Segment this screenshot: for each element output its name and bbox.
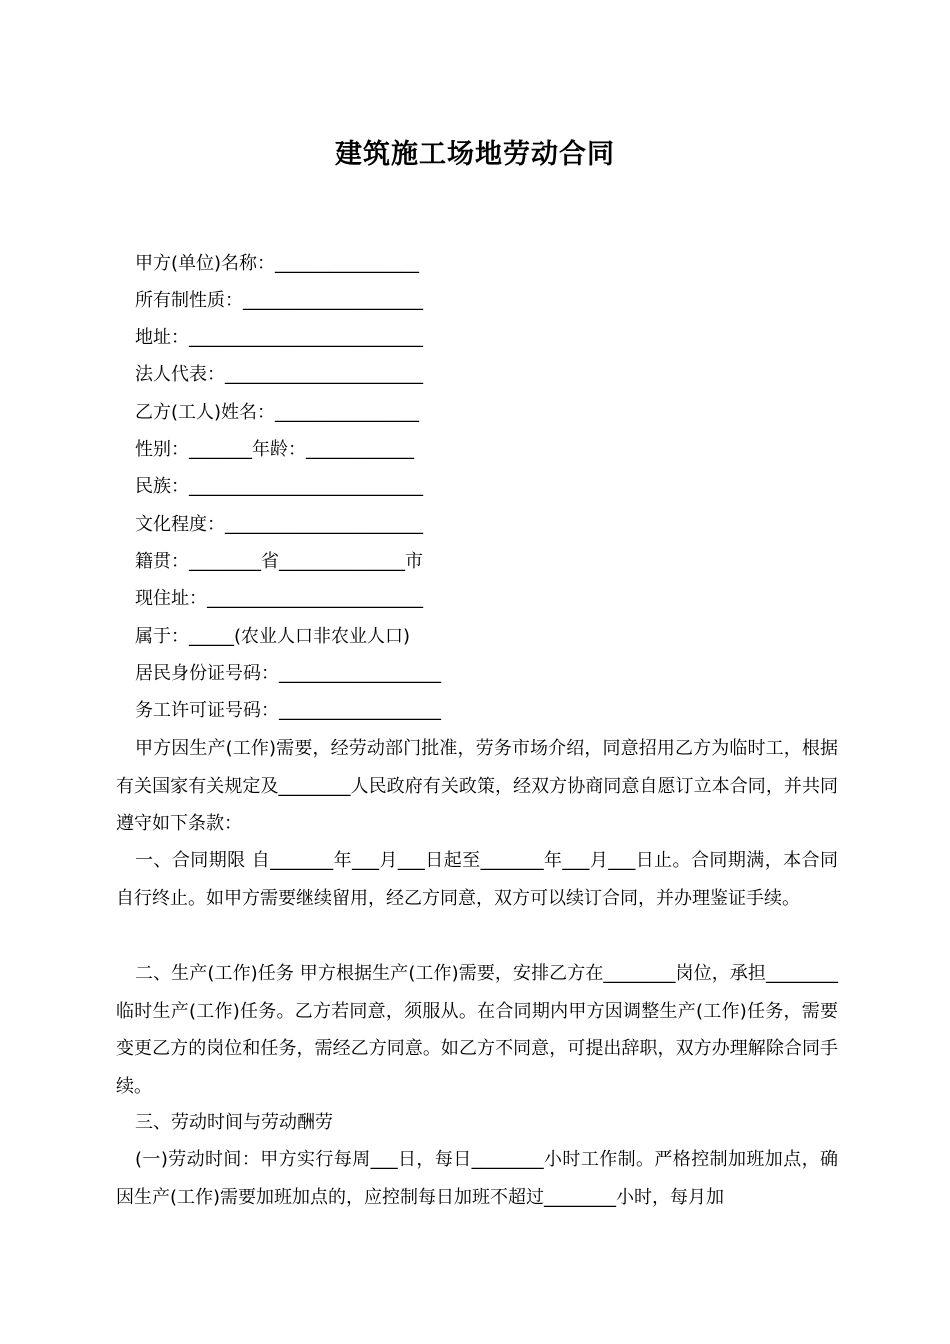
section-heading-labor-time-pay: 三、劳动时间与劳动酬劳: [135, 1112, 333, 1133]
field-ownership-type: 所有制性质：____________________: [135, 290, 423, 311]
field-legal-representative: 法人代表：______________________: [135, 364, 423, 385]
paragraph-working-hours: (一)劳动时间：甲方实行每周___日，每日________小时工作制。严格控制加班加点，确因生产(工作)需要加班加点的，应控制每日加班不超过________小时，每月加: [116, 1149, 838, 1208]
field-native-place: 籍贯：________省______________市: [135, 551, 423, 572]
field-work-permit-number: 务工许可证号码：__________________: [135, 700, 441, 721]
paragraph-preamble: 甲方因生产(工作)需要，经劳动部门批准，劳务市场介绍，同意招用乙方为临时工，根据有关国家有关规定及________人民政府有关政策，经双方协商同意自愿订立本合同，并共同遵守如下条款：: [116, 738, 838, 834]
field-current-address: 现住址：________________________: [135, 588, 423, 609]
field-gender-age: 性别：_______年龄：____________: [135, 439, 414, 460]
field-household-type: 属于：_____(农业人口非农业人口): [135, 626, 411, 647]
paragraph-contract-term: 一、合同期限 自_______年___月___日起至_______年___月___日止。合同期满，本合同自行终止。如甲方需要继续留用，经乙方同意，双方可以续订合同，并办理鉴证手续。: [116, 850, 838, 909]
field-address: 地址：__________________________: [135, 327, 423, 348]
paragraph-work-task: 二、生产(工作)任务 甲方根据生产(工作)需要，安排乙方在________岗位，承担________临时生产(工作)任务。乙方若同意，须服从。在合同期内甲方因调整生产(工作)任务，需要变更乙方的岗位和任务，需经乙方同意。如乙方不同意，可提出辞职，双方办理解除合同手续。: [116, 963, 838, 1097]
field-ethnicity: 民族：__________________________: [135, 476, 423, 497]
field-id-number: 居民身份证号码：__________________: [135, 663, 441, 684]
field-party-b-name: 乙方(工人)姓名：________________: [135, 402, 420, 423]
field-party-a-name: 甲方(单位)名称：________________: [135, 253, 420, 274]
document-title: 建筑施工场地劳动合同: [335, 139, 615, 170]
field-education: 文化程度：______________________: [135, 514, 423, 535]
